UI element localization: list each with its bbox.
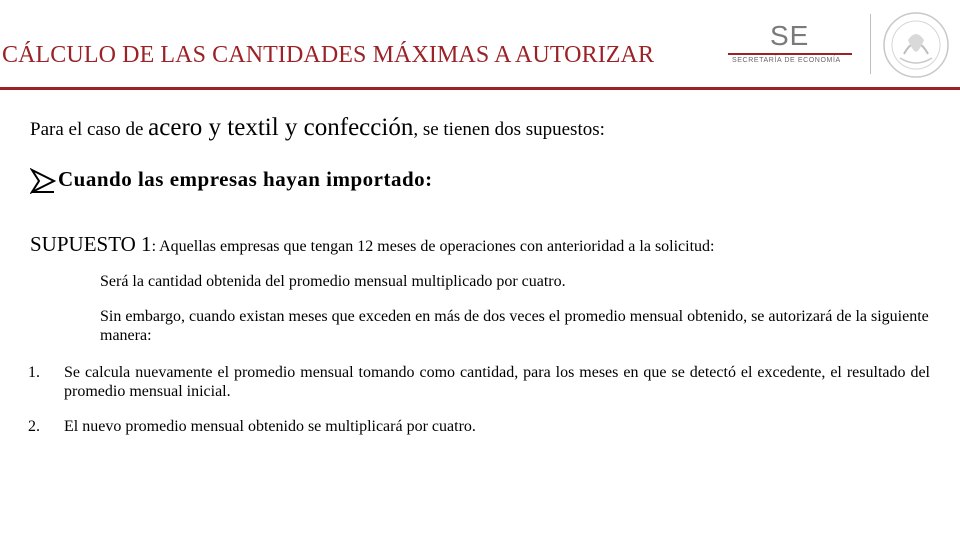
secretaria-economia-logo bbox=[728, 20, 852, 70]
intro-text bbox=[30, 114, 605, 142]
supuesto-label: SUPUESTO 1 bbox=[30, 232, 152, 256]
intro-emphasis: acero y textil y confección bbox=[148, 114, 414, 141]
intro-prefix: Para el caso de bbox=[30, 119, 149, 140]
national-seal-icon bbox=[878, 10, 954, 80]
bullet-text: Cuando las empresas hayan importado: bbox=[58, 167, 433, 191]
logo-divider bbox=[728, 53, 852, 55]
list-item-text: Se calcula nuevamente el promedio mensual tomando como cantidad, para los meses en que se detectó el excedente, el resultado del promedio mensual inicial. bbox=[64, 364, 930, 400]
bullet-heading bbox=[30, 164, 433, 194]
page-title: CÁLCULO DE LAS CANTIDADES MÁXIMAS A AUTORIZAR bbox=[2, 42, 655, 68]
list-item-number: 1. bbox=[28, 364, 40, 381]
intro-suffix: , se tienen dos supuestos: bbox=[413, 119, 605, 140]
list-item-number: 2. bbox=[28, 418, 40, 435]
paragraph-2: Sin embargo, cuando existan meses que exceden en más de dos veces el promedio mensual obtenido, se autorizará de la siguiente manera: bbox=[100, 308, 929, 344]
list-item-text: El nuevo promedio mensual obtenido se multiplicará por cuatro. bbox=[64, 418, 476, 435]
supuesto-1 bbox=[30, 232, 715, 257]
header-rule bbox=[0, 87, 960, 90]
logo-mark: SE bbox=[770, 20, 810, 51]
arrow-bullet-icon bbox=[30, 168, 56, 194]
header-separator bbox=[870, 14, 871, 74]
logo-subtitle: SECRETARÍA DE ECONOMÍA bbox=[732, 57, 841, 64]
paragraph-1: Será la cantidad obtenida del promedio mensual multiplicado por cuatro. bbox=[100, 273, 566, 290]
supuesto-text: : Aquellas empresas que tengan 12 meses de operaciones con anterioridad a la solicitud: bbox=[151, 238, 715, 255]
